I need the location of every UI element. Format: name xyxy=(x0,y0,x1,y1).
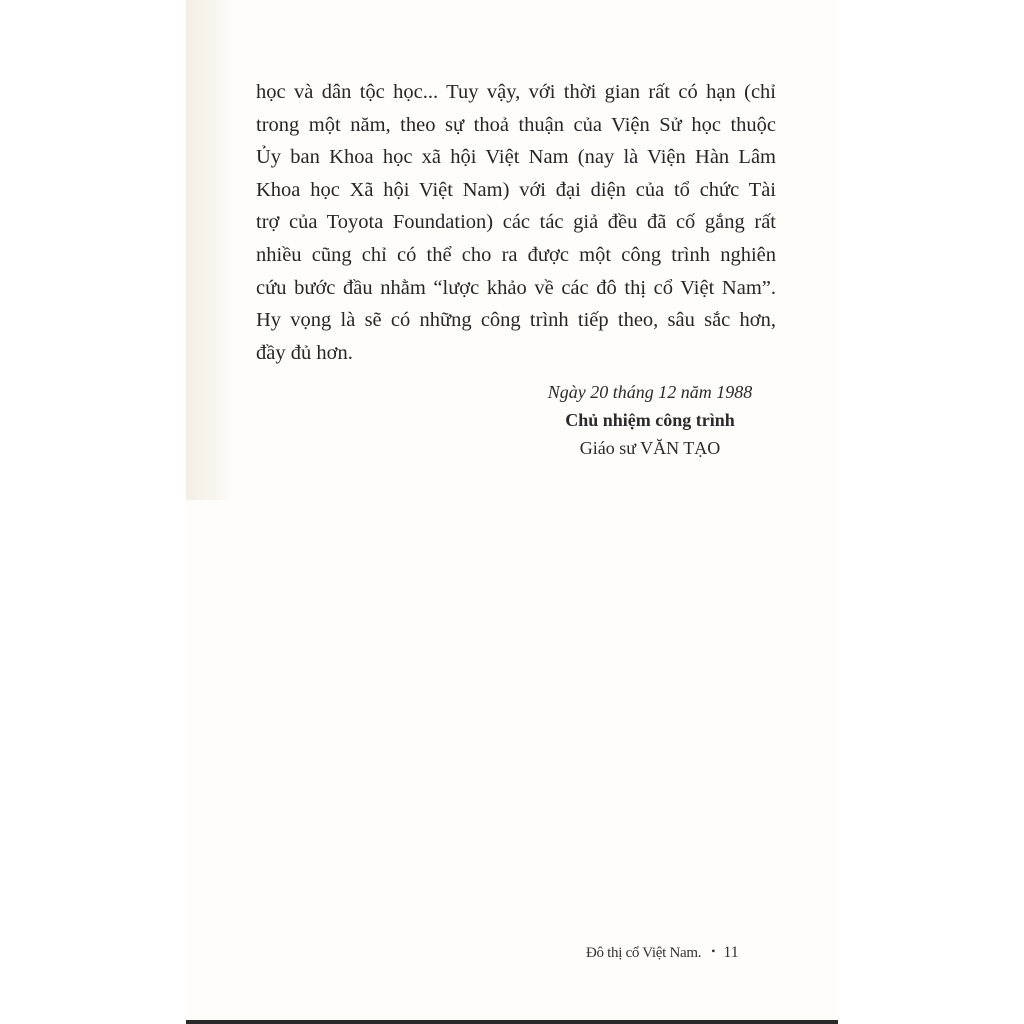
body-line: Hy vọng là sẽ có những công trình tiếp theo, sâu sắc hơn, xyxy=(256,309,776,332)
body-line: Khoa học Xã hội Việt Nam) với đại diện của tổ chức Tài xyxy=(256,178,776,201)
signature-name: Giáo sư VĂN TẠO xyxy=(579,438,721,458)
page-footer xyxy=(586,944,776,962)
signature-block xyxy=(520,378,780,462)
body-line: trợ của Toyota Foundation) các tác giả đều đã cố gắng rất xyxy=(256,211,776,234)
body-paragraph xyxy=(256,76,776,369)
page-bottom-edge xyxy=(186,1020,838,1024)
signature-date: Ngày 20 tháng 12 năm 1988 xyxy=(547,382,753,402)
running-title: Đô thị cổ Việt Nam. xyxy=(586,945,702,961)
page-gutter-shadow xyxy=(186,0,234,500)
body-line: nhiều cũng chỉ có thể cho ra được một công trình nghiên xyxy=(256,243,776,266)
body-line: cứu bước đầu nhằm “lược khảo về các đô thị cổ Việt Nam”. xyxy=(256,276,776,299)
body-line: trong một năm, theo sự thoả thuận của Viện Sử học thuộc xyxy=(256,113,776,136)
body-line-last: đầy đủ hơn. xyxy=(256,341,353,364)
bullet-separator-icon: • xyxy=(711,944,716,958)
body-line: học và dân tộc học... Tuy vậy, với thời gian rất có hạn (chỉ xyxy=(256,81,776,103)
signature-role: Chủ nhiệm công trình xyxy=(565,410,735,430)
body-line: Ủy ban Khoa học xã hội Việt Nam (nay là Viện Hàn Lâm xyxy=(256,146,776,169)
page-number: 11 xyxy=(723,944,739,961)
